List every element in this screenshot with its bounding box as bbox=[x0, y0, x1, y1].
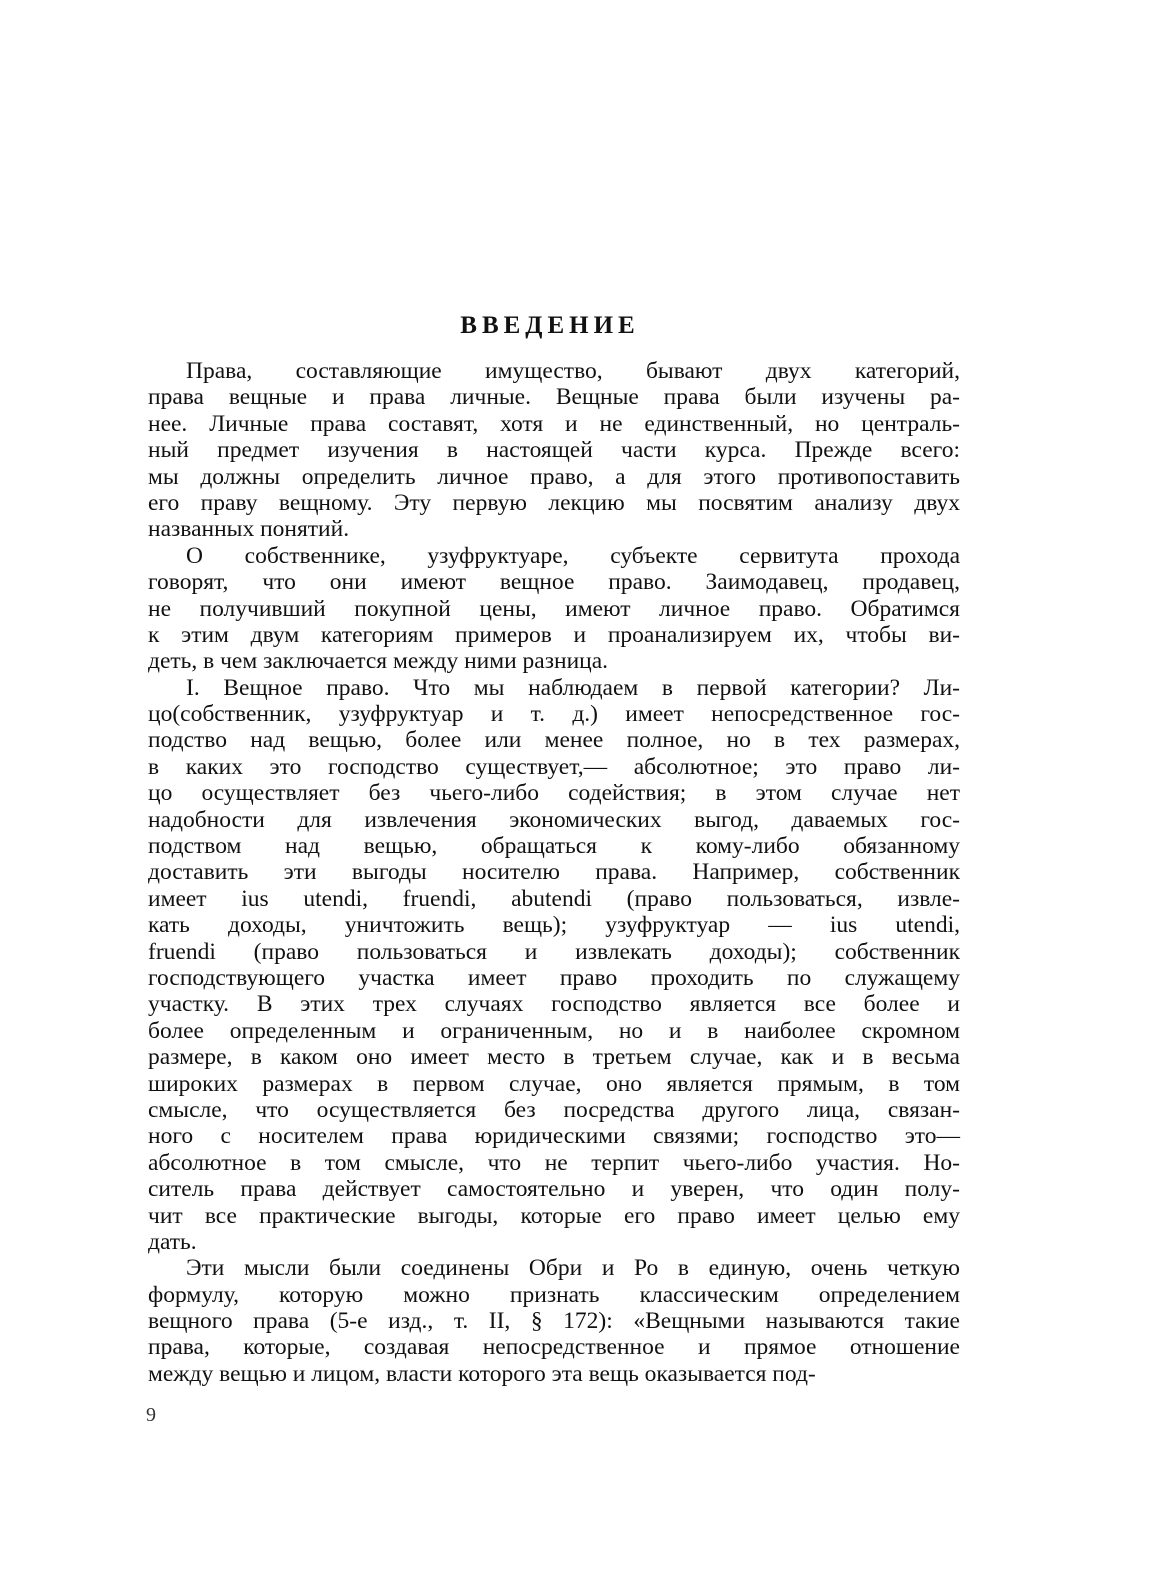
text-line: к этим двум категориям примеров и проанализируем их, чтобы ви- bbox=[148, 621, 960, 648]
text-line: Права, составляющие имущество, бывают двух категорий, bbox=[186, 358, 960, 384]
text-line: цо(собственник, узуфруктуар и т. д.) имеет непосредственное гос- bbox=[148, 701, 960, 728]
text-line: вещного права (5-е изд., т. II, § 172): «Вещными называются такие bbox=[148, 1308, 960, 1335]
text-line: между вещью и лицом, власти которого эта вещь оказывается под- bbox=[148, 1360, 816, 1387]
text-line: ный предмет изучения в настоящей части курса. Прежде всего: bbox=[148, 437, 960, 464]
text-line: в каких это господство существует,— абсолютное; это право ли- bbox=[148, 753, 960, 780]
text-line: ного с носителем права юридическими связями; господство это— bbox=[148, 1123, 960, 1150]
text-line: I. Вещное право. Что мы наблюдаем в первой категории? Ли- bbox=[186, 674, 960, 701]
text-line: права, которые, создавая непосредственное и прямое отношение bbox=[148, 1334, 960, 1361]
paragraph bbox=[148, 543, 960, 675]
text-line: господствующего участка имеет право проходить по служащему bbox=[148, 964, 960, 991]
text-line: смысле, что осуществляется без посредства другого лица, связан- bbox=[148, 1096, 960, 1123]
text-line: цо осуществляет без чьего-либо содействия; в этом случае нет bbox=[148, 780, 960, 807]
page-number: 9 bbox=[146, 1404, 156, 1426]
text-line: доставить эти выгоды носителю права. Например, собственник bbox=[148, 859, 960, 886]
text-line: подством над вещью, обращаться к кому-либо обязанному bbox=[148, 833, 960, 860]
paragraph bbox=[148, 358, 960, 543]
text-line: чит все практические выгоды, которые его право имеет целью ему bbox=[148, 1202, 960, 1229]
text-line: нее. Личные права составят, хотя и не единственный, но централь- bbox=[148, 410, 960, 437]
text-line: говорят, что они имеют вещное право. Заимодавец, продавец, bbox=[148, 569, 960, 596]
text-line: права вещные и права личные. Вещные права были изучены ра- bbox=[148, 384, 960, 411]
text-line: Эти мысли были соединены Обри и Ро в единую, очень четкую bbox=[186, 1255, 960, 1282]
text-line: О собственнике, узуфруктуаре, субъекте сервитута прохода bbox=[186, 542, 960, 569]
chapter-heading: ВВЕДЕНИЕ bbox=[460, 312, 640, 339]
text-line: участку. В этих трех случаях господство является все более и bbox=[148, 991, 960, 1018]
text-line: ситель права действует самостоятельно и уверен, что один полу- bbox=[148, 1176, 960, 1203]
text-line: кать доходы, уничтожить вещь); узуфруктуар — ius utendi, bbox=[148, 912, 960, 939]
text-line: дать. bbox=[148, 1228, 197, 1255]
text-line: fruendi (право пользоваться и извлекать доходы); собственник bbox=[148, 938, 960, 965]
text-line: надобности для извлечения экономических выгод, даваемых гос- bbox=[148, 806, 960, 833]
text-line: имеет ius utendi, fruendi, abutendi (право пользоваться, извле- bbox=[148, 885, 960, 912]
text-line: его праву вещному. Эту первую лекцию мы посвятим анализу двух bbox=[148, 489, 960, 516]
paragraph bbox=[148, 1255, 960, 1387]
text-line: названных понятий. bbox=[148, 516, 350, 543]
text-line: формулу, которую можно признать классическим определением bbox=[148, 1281, 960, 1308]
text-line: размере, в каком оно имеет место в третьем случае, как и в весьма bbox=[148, 1044, 960, 1071]
text-line: более определенным и ограниченным, но и в наиболее скромном bbox=[148, 1017, 960, 1044]
text-line: деть, в чем заключается между ними разница. bbox=[148, 648, 609, 675]
text-line: широких размерах в первом случае, оно является прямым, в том bbox=[148, 1070, 960, 1097]
body-text bbox=[148, 358, 960, 1387]
text-line: мы должны определить личное право, а для этого противопоставить bbox=[148, 463, 960, 490]
text-line: подство над вещью, более или менее полное, но в тех размерах, bbox=[148, 727, 960, 754]
paragraph bbox=[148, 675, 960, 1256]
text-line: не получивший покупной цены, имеют личное право. Обратимся bbox=[148, 595, 960, 622]
text-line: абсолютное в том смысле, что не терпит чьего-либо участия. Но- bbox=[148, 1149, 960, 1176]
